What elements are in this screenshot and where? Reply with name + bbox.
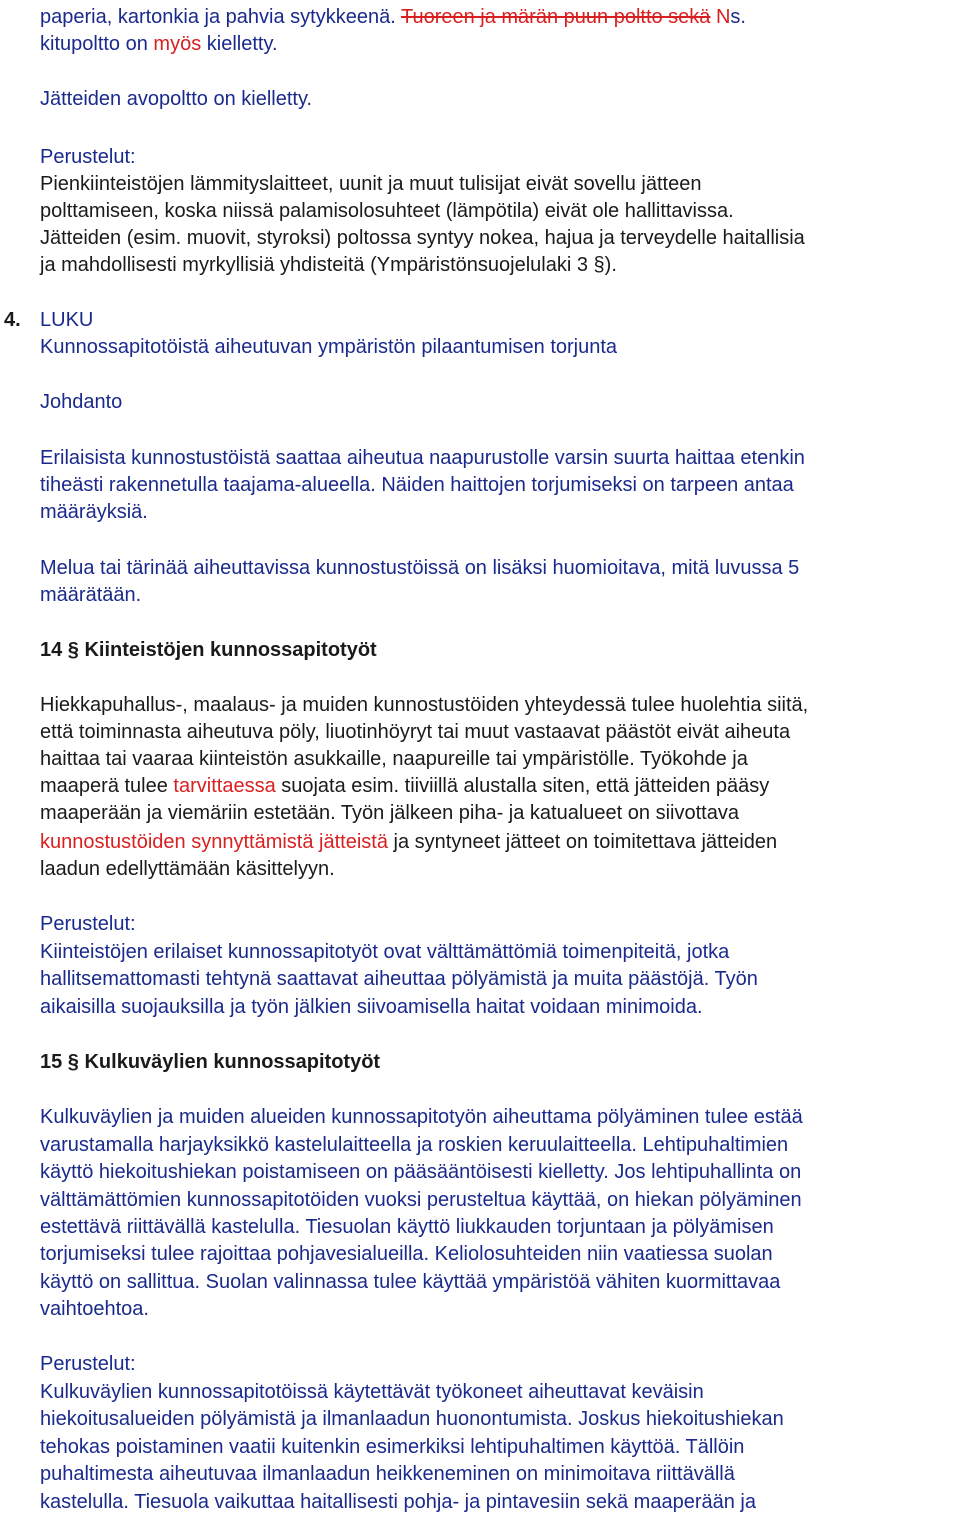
text-line: laadun edellyttämään käsittelyyn.	[40, 858, 335, 880]
perustelut-heading: Perustelut:	[40, 146, 136, 168]
text-line: käyttö on sallittua. Suolan valinnassa tulee käyttää ympäristöä vähiten kuormittavaa	[40, 1271, 781, 1293]
text-line: määrätään.	[40, 584, 142, 606]
section-14-title: 14 § Kiinteistöjen kunnossapitotyöt	[40, 639, 377, 661]
text-line	[40, 4, 746, 31]
text-line: maaperään ja viemäriin estetään. Työn jälkeen piha- ja katualueet on siivottava	[40, 802, 739, 824]
text-line: käyttö hiekoitushiekan poistamiseen on pääsääntöisesti kielletty. Jos lehtipuhallinta on	[40, 1161, 802, 1183]
text-span: paperia, kartonkia ja pahvia sytykkeenä.	[40, 6, 401, 28]
chapter-title: Kunnossapitotöistä aiheutuvan ympäristön pilaantumisen torjunta	[40, 336, 618, 358]
text-line: torjumiseksi tulee rajoittaa pohjavesialueilla. Keliolosuhteiden niin vaatiessa suolan	[40, 1243, 773, 1265]
text-line: estettävä riittävällä kastelulla. Tiesuolan käyttö liukkauden torjuntaan ja pölyämisen	[40, 1216, 774, 1238]
text-span: kitupoltto on	[40, 33, 154, 55]
inserted-text: tarvittaessa	[173, 775, 276, 797]
text-span: ja syntyneet jätteet on toimitettava jätteiden	[387, 831, 778, 853]
text-line: aikaisilla suojauksilla ja työn jälkien siivoamisella haitat voidaan minimoida.	[40, 996, 703, 1018]
text-span: kielletty.	[201, 33, 278, 55]
text-line: Hiekkapuhallus-, maalaus- ja muiden kunnostustöiden yhteydessä tulee huolehtia siitä,	[40, 694, 809, 716]
perustelut-heading: Perustelut:	[40, 1353, 136, 1375]
text-line: hallitsemattomasti tehtynä saattavat aiheuttaa pölyämistä ja muita päästöjä. Työn	[40, 968, 758, 990]
johdanto-heading: Johdanto	[40, 391, 123, 413]
text-line: Pienkiinteistöjen lämmityslaitteet, uunit ja muut tulisijat eivät sovellu jätteen	[40, 173, 702, 195]
text-line	[40, 773, 769, 800]
chapter-number: 4.	[4, 309, 21, 331]
text-line: Kiinteistöjen erilaiset kunnossapitotyöt ovat välttämättömiä toimenpiteitä, jotka	[40, 941, 730, 963]
text-line	[40, 829, 777, 856]
text-line: polttamiseen, koska niissä palamisolosuhteet (lämpötila) eivät ole hallittavissa.	[40, 200, 734, 222]
text-line: tehokas poistaminen vaatii kuitenkin esimerkiksi lehtipuhaltimen käyttöä. Tällöin	[40, 1436, 745, 1458]
text-line: määräyksiä.	[40, 501, 148, 523]
inserted-text: kunnostustöiden synnyttämistä jätteistä	[40, 831, 388, 853]
text-line	[40, 31, 278, 58]
text-line: Erilaisista kunnostustöistä saattaa aiheutua naapurustolle varsin suurta haittaa etenkin	[40, 447, 805, 469]
deleted-text: Tuoreen ja märän puun poltto sekä	[400, 6, 711, 28]
perustelut-heading: Perustelut:	[40, 913, 136, 935]
text-line: ja mahdollisesti myrkyllisiä yhdisteitä (Ympäristönsuojelulaki 3 §).	[40, 254, 617, 276]
text-line: Kulkuväylien ja muiden alueiden kunnossapitotyön aiheuttama pölyäminen tulee estää	[40, 1106, 803, 1128]
text-line: varustamalla harjayksikkö kastelulaitteella ja roskien keruulaitteella. Lehtipuhaltimien	[40, 1134, 789, 1156]
text-line: välttämättömien kunnossapitotöiden vuoksi perusteltua käyttää, on hiekan pölyäminen	[40, 1189, 802, 1211]
chapter-luku: LUKU	[40, 309, 94, 331]
text-line: Jätteiden (esim. muovit, styroksi) poltossa syntyy nokea, hajua ja terveydelle haitallisia	[40, 227, 805, 249]
text-span: suojata esim. tiiviillä alustalla siten, että jätteiden pääsy	[275, 775, 770, 797]
text-line: Kulkuväylien kunnossapitotöissä käytettävät työkoneet aiheuttavat keväisin	[40, 1381, 704, 1403]
text-line: hiekoitusalueiden pölyämistä ja ilmanlaadun huonontumista. Joskus hiekoitushiekan	[40, 1408, 784, 1430]
text-line: kastelulla. Tiesuola vaikuttaa haitallisesti pohja- ja pintavesiin sekä maaperään ja	[40, 1491, 756, 1513]
inserted-text: myös	[153, 33, 202, 55]
text-line: Melua tai tärinää aiheuttavissa kunnostustöissä on lisäksi huomioitava, mitä luvussa 5	[40, 557, 800, 579]
text-line: puhaltimesta aiheutuvaa ilmanlaadun heikkeneminen on minimoitava riittävällä	[40, 1463, 735, 1485]
text-line: vaihtoehtoa.	[40, 1298, 149, 1320]
text-line: että toiminnasta aiheutuva pöly, liuotinhöyryt tai muut vastaavat päästöt eivät aiheuta	[40, 721, 791, 743]
section-15-title: 15 § Kulkuväylien kunnossapitotyöt	[40, 1051, 381, 1073]
text-span: s.	[730, 6, 746, 28]
text-span: maaperä tulee	[40, 775, 174, 797]
text-line: haittaa tai vaaraa kiinteistön asukkaille, naapureille tai ympäristölle. Työkohde ja	[40, 748, 748, 770]
inserted-text: N	[710, 6, 731, 28]
text-line: tiheästi rakennetulla taajama-alueella. Näiden haittojen torjumiseksi on tarpeen antaa	[40, 474, 794, 496]
paragraph-avopoltto: Jätteiden avopoltto on kielletty.	[40, 88, 313, 110]
